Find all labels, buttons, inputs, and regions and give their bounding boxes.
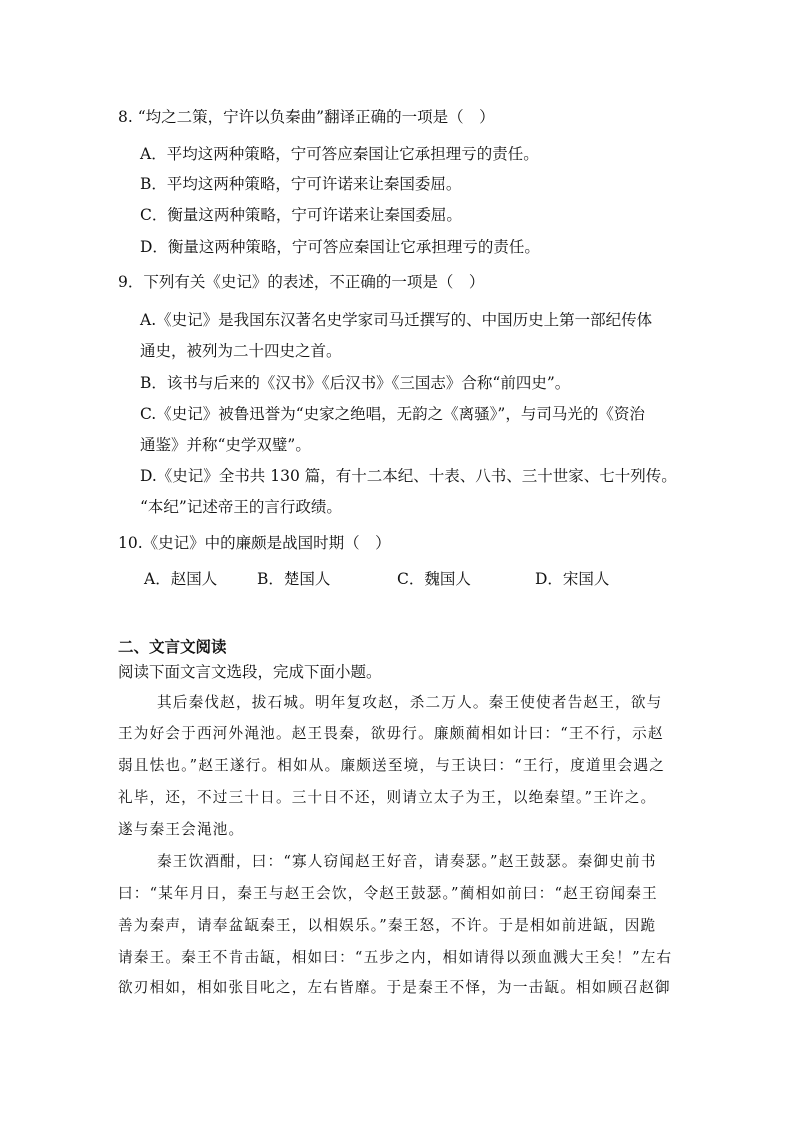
question-9-option-d-cont: “本纪”记述帝王的言行政绩。 xyxy=(140,498,342,516)
question-9-option-a-cont: 通史，被列为二十四史之首。 xyxy=(140,342,342,360)
question-8-stem: 8. “均之二策，宁许以负秦曲”翻译正确的一项是（ ） xyxy=(118,108,495,126)
question-8-option-a: A．平均这两种策略，宁可答应秦国让它承担理亏的责任。 xyxy=(140,145,539,163)
question-10-option-a: A．赵国人 xyxy=(144,570,218,588)
question-8-option-c: C．衡量这两种策略，宁可许诺来让秦国委屈。 xyxy=(140,206,462,224)
passage-line: 曰：“某年月日，秦王与赵王会饮，令赵王鼓瑟。”蔺相如前曰：“赵王窃闻秦王 xyxy=(118,885,658,902)
passage-line: 请秦王。秦王不肯击缻，相如曰：“五步之内，相如请得以颈血溅大王矣！”左右 xyxy=(118,949,673,966)
question-9-option-c-cont: 通鉴》并称“史学双璧”。 xyxy=(140,436,311,454)
question-9-option-a: A.《史记》是我国东汉著名史学家司马迁撰写的、中国历史上第一部纪传体 xyxy=(140,311,653,329)
question-8-option-b: B．平均这两种策略，宁可许诺来让秦国委屈。 xyxy=(140,175,462,193)
passage-line: 礼毕，还，不过三十日。三十日不还，则请立太子为王，以绝秦望。”王许之。 xyxy=(118,789,657,806)
passage-line: 遂与秦王会渑池。 xyxy=(118,821,245,838)
passage-line: 善为秦声，请奉盆缻秦王，以相娱乐。”秦王怒，不许。于是相如前进缻，因跪 xyxy=(118,917,657,934)
question-8-option-d: D．衡量这两种策略，宁可答应秦国让它承担理亏的责任。 xyxy=(140,238,540,256)
section-instruction: 阅读下面文言文选段，完成下面小题。 xyxy=(118,663,382,681)
passage-line: 其后秦伐赵，拔石城。明年复攻赵，杀二万人。秦王使使者告赵王，欲与 xyxy=(157,694,663,711)
passage-line: 欲刃相如，相如张目叱之，左右皆靡。于是秦王不怿，为一击缻。相如顾召赵御 xyxy=(118,979,671,996)
question-10-option-c: C．魏国人 xyxy=(397,570,471,588)
passage-line: 弱且怯也。”赵王遂行。相如从。廉颇送至境，与王诀曰：“王行，度道里会遇之 xyxy=(118,757,666,774)
question-10-option-d: D．宋国人 xyxy=(535,570,610,588)
question-9-option-c: C.《史记》被鲁迅誉为“史家之绝唱，无韵之《离骚》”，与司马光的《资治 xyxy=(140,405,645,423)
section-heading: 二、文言文阅读 xyxy=(118,638,227,656)
passage-line: 王为好会于西河外渑池。赵王畏秦，欲毋行。廉颇蔺相如计曰：“王不行，示赵 xyxy=(118,725,664,742)
question-9-stem: 9．下列有关《史记》的表述，不正确的一项是（ ） xyxy=(118,273,485,291)
question-10-option-b: B．楚国人 xyxy=(257,570,331,588)
question-9-option-d: D.《史记》全书共 130 篇，有十二本纪、十表、八书、三十世家、七十列传。 xyxy=(140,467,677,485)
question-9-option-b: B．该书与后来的《汉书》《后汉书》《三国志》合称“前四史”。 xyxy=(140,374,571,392)
passage-line: 秦王饮酒酣，曰：“寡人窃闻赵王好音，请奏瑟。”赵王鼓瑟。秦御史前书 xyxy=(157,853,657,870)
question-10-stem: 10.《史记》中的廉颇是战国时期（ ） xyxy=(118,534,391,552)
